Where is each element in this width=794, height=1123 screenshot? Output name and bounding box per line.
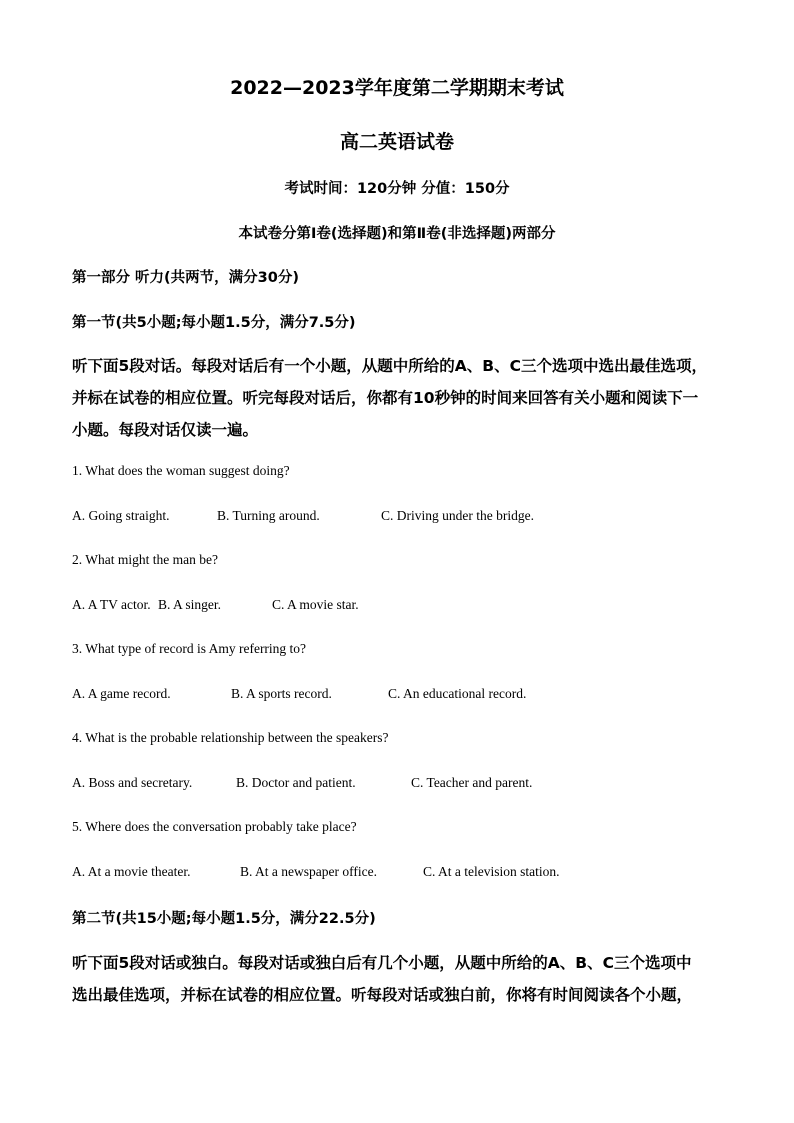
question-3-stem: 3. What type of record is Amy referring to? — [72, 641, 307, 656]
question-1-option-a: A. Going straight. — [72, 508, 170, 523]
section2-heading: 第二节(共15小题;每小题1.5分，满分22.5分) — [72, 911, 376, 927]
section1-instructions-line-2: 并标在试卷的相应位置。听完每段对话后，你都有10秒钟的时间来回答有关小题和阅读下一 — [72, 389, 699, 407]
question-4-option-a: A. Boss and secretary. — [72, 775, 193, 790]
section1-instructions-line-1: 听下面5段对话。每段对话后有一个小题，从题中所给的A、B、C三个选项中选出最佳选项， — [72, 357, 707, 375]
question-1-option-c: C. Driving under the bridge. — [381, 508, 534, 523]
question-4-option-b: B. Doctor and patient. — [236, 775, 356, 790]
question-2-option-c: C. A movie star. — [272, 597, 359, 612]
exam-info: 考试时间：120分钟 分值：150分 — [284, 181, 510, 197]
exam-subtitle: 高二英语试卷 — [339, 131, 454, 153]
question-5-option-c: C. At a television station. — [423, 864, 560, 879]
question-1-option-b: B. Turning around. — [217, 508, 320, 523]
section2-instructions-line-1: 听下面5段对话或独白。每段对话或独白后有几个小题，从题中所给的A、B、C三个选项中 — [72, 954, 692, 972]
exam-title: 2022—2023学年度第二学期期末考试 — [230, 77, 564, 99]
question-3-option-a: A. A game record. — [72, 686, 171, 701]
question-5-option-b: B. At a newspaper office. — [240, 864, 377, 879]
question-5-stem: 5. Where does the conversation probably take place? — [72, 819, 357, 834]
question-3-option-b: B. A sports record. — [231, 686, 332, 701]
question-4-option-c: C. Teacher and parent. — [411, 775, 533, 790]
section1-instructions-line-3: 小题。每段对话仅读一遍。 — [72, 421, 259, 439]
question-5-option-a: A. At a movie theater. — [72, 864, 191, 879]
section2-instructions-line-2: 选出最佳选项，并标在试卷的相应位置。听每段对话或独白前，你将有时间阅读各个小题， — [72, 986, 693, 1004]
part1-heading: 第一部分 听力(共两节，满分30分) — [72, 270, 299, 286]
question-3-option-c: C. An educational record. — [388, 686, 527, 701]
section1-heading: 第一节(共5小题;每小题1.5分，满分7.5分) — [72, 315, 356, 331]
paper-note: 本试卷分第Ⅰ卷(选择题)和第Ⅱ卷(非选择题)两部分 — [238, 226, 556, 242]
question-2-stem: 2. What might the man be? — [72, 552, 218, 567]
question-1-stem: 1. What does the woman suggest doing? — [72, 463, 290, 478]
question-4-stem: 4. What is the probable relationship between the speakers? — [72, 730, 389, 745]
question-2-option-a: A. A TV actor. — [72, 597, 151, 612]
question-2-option-b: B. A singer. — [158, 597, 222, 612]
